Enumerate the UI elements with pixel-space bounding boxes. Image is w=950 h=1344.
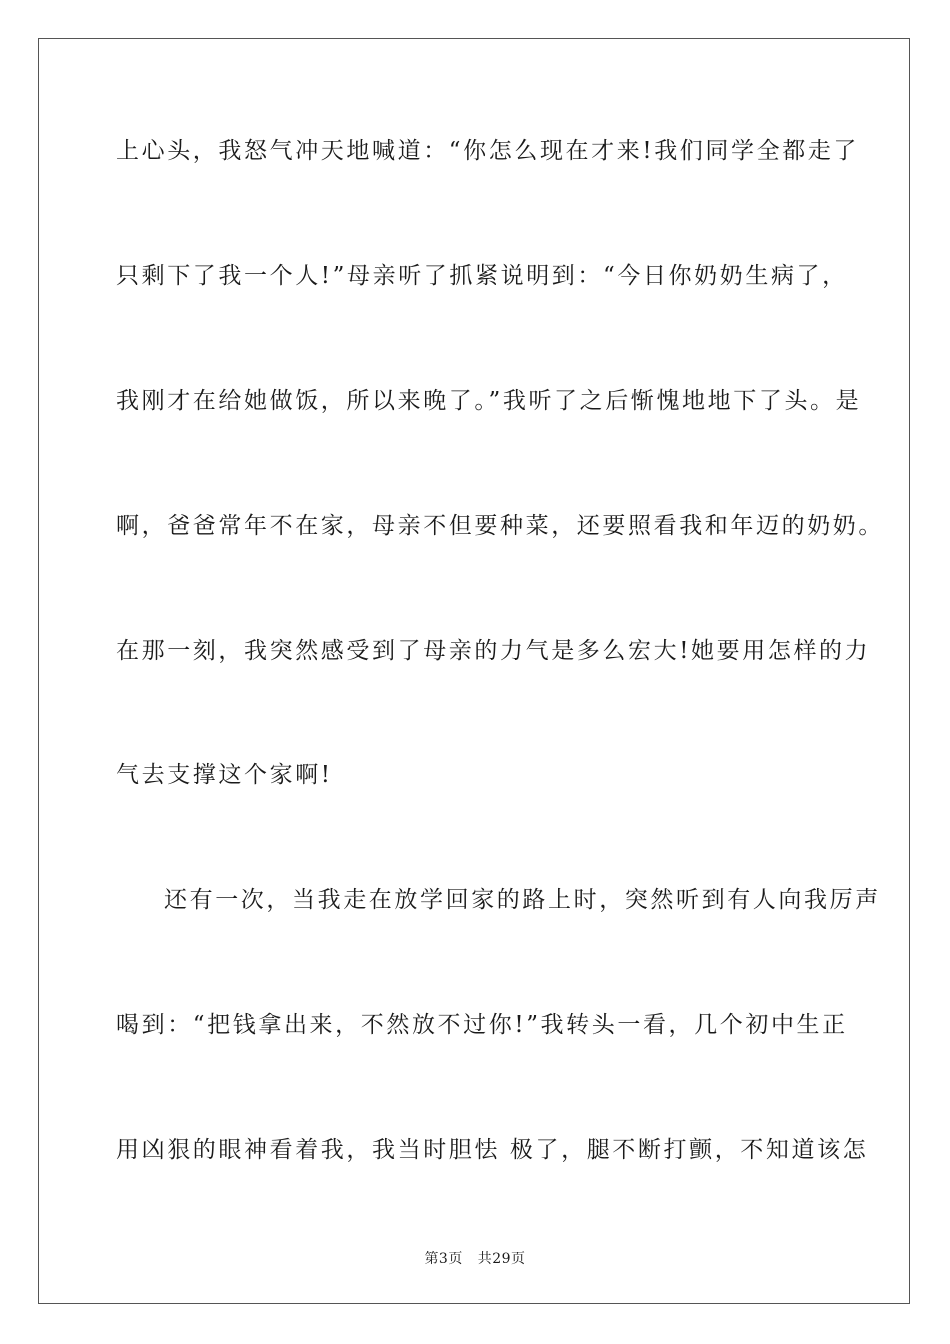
page-total: 共29页	[477, 1251, 526, 1267]
text-line: 用凶狠的眼神看着我，我当时胆怯 极了，腿不断打颤，不知道该怎	[116, 1137, 869, 1164]
text-line: 上心头，我怒气冲天地喊道：“你怎么现在才来!我们同学全都走了	[116, 138, 860, 164]
text-line: 啊，爸爸常年不在家，母亲不但要种菜，还要照看我和年迈的奶奶。	[116, 512, 884, 539]
document-body	[116, 122, 884, 1246]
text-line: 气去支撑这个家啊!	[116, 762, 333, 789]
text-line: 我刚才在给她做饭，所以来晚了。”我听了之后惭愧地地下了头。是	[116, 387, 862, 414]
page-number: 第3页	[424, 1251, 463, 1267]
text-line: 只剩下了我一个人!”母亲听了抓紧说明到：“今日你奶奶生病了，	[116, 262, 848, 289]
text-line: 在那一刻，我突然感受到了母亲的力气是多么宏大!她要用怎样的力	[116, 637, 871, 664]
page-footer	[0, 1248, 950, 1268]
text-line: 喝到：“把钱拿出来，不然放不过你!”我转头一看，几个初中生正	[116, 1012, 848, 1039]
text-line-paragraph-start: 还有一次，当我走在放学回家的路上时，突然听到有人向我厉声	[164, 887, 881, 914]
